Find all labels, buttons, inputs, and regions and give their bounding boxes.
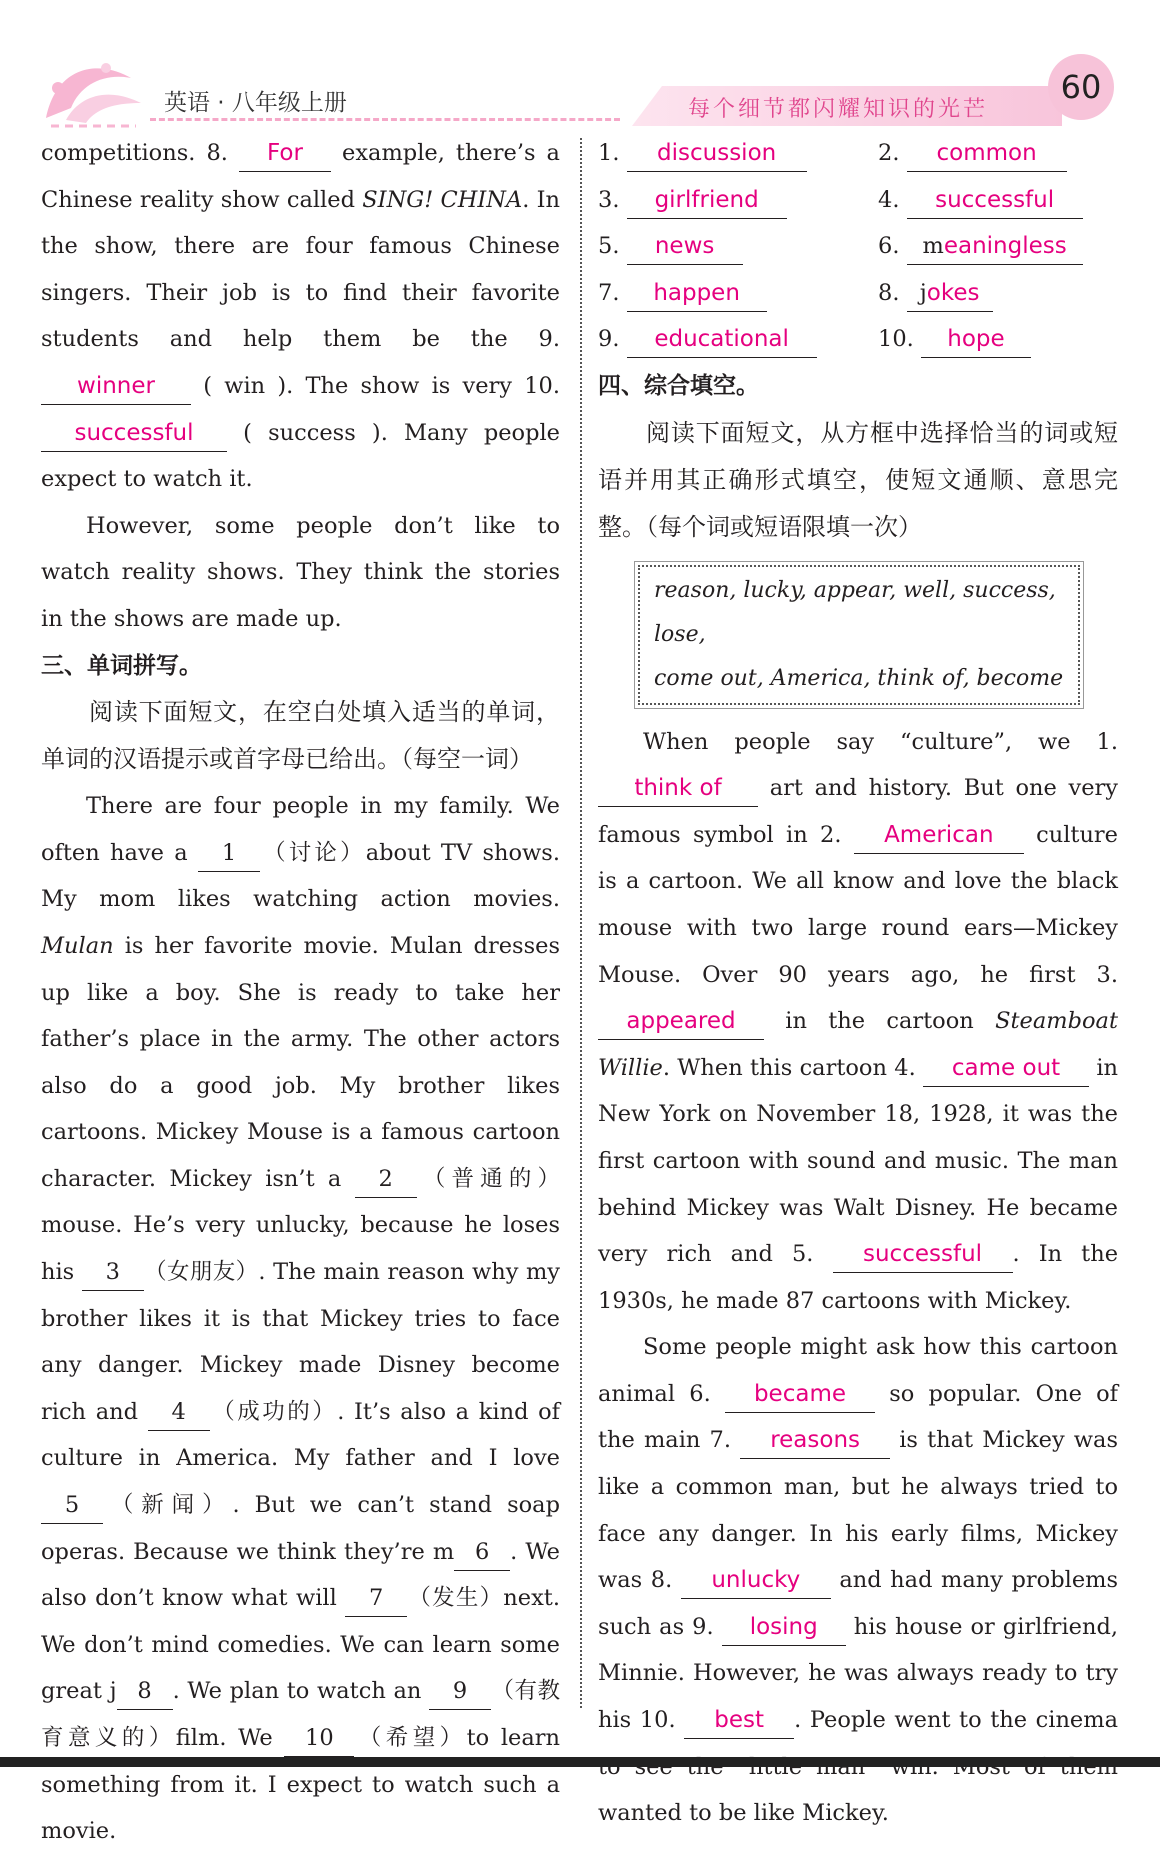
question-blank: 3 (82, 1254, 144, 1291)
header-subject: 英语 · 八年级上册 (164, 90, 347, 116)
answer-key-item: 7. happen (598, 270, 878, 317)
question-blank: 8 (117, 1673, 173, 1710)
page-header (0, 0, 1160, 140)
section-instruction: 阅读下面短文，在空白处填入适当的单词，单词的汉语提示或首字母已给出。（每空一词） (41, 698, 560, 774)
answer-blank: think of (598, 770, 758, 807)
answer-key-item: 2. common (878, 130, 1118, 177)
word-bank-line: come out, America, think of, become (654, 665, 1064, 691)
answer-blank: unlucky (681, 1562, 831, 1599)
answer-blank: best (684, 1702, 794, 1739)
question-blank: 4 (148, 1394, 210, 1431)
section-heading: 四、综合填空。 (598, 372, 759, 399)
right-column (598, 130, 1118, 1837)
answer-key-item: 8. jokes (878, 270, 1118, 317)
answer-blank: winner (41, 368, 191, 405)
section-heading: 三、单词拼写。 (41, 652, 202, 679)
word-bank-box (638, 565, 1080, 705)
answer-blank: appeared (598, 1003, 764, 1040)
answer-blank: came out (923, 1050, 1089, 1087)
answer-key-item: 10. hope (878, 316, 1118, 363)
answer-key-grid (598, 130, 1118, 363)
passage-paragraph: competitions. 8. For example, there’s a Chinese reality show called SING! CHINA. In the show, there are four famous Chinese singers. Their job is to find their favorite students and help them be the 9. winner ( win ). The show is very 10. successful ( success ). Many people expect to watch it. (41, 130, 560, 503)
answer-key-item: 1. discussion (598, 130, 878, 177)
column-divider (580, 138, 582, 1708)
answer-key-item: 3. girlfriend (598, 177, 878, 224)
answer-blank: became (725, 1376, 875, 1413)
question-blank: 9 (429, 1673, 491, 1710)
passage-paragraph: When people say “culture”, we 1. think of art and history. But one very famous symbol in 2. American culture is a cartoon. We all know and love the black mouse with two large round ears—Mickey Mouse. Over 90 years ago, he first 3. appeared in the cartoon Steamboat Willie. When this cartoon 4. came out in New York on November 18, 1928, it was the first cartoon with sound and music. The man behind Mickey was Walt Disney. He became very rich and 5. successful . In the 1930s, he made 87 cartoons with Mickey. (598, 728, 1119, 1314)
question-blank: 2 (355, 1161, 417, 1198)
word-bank-line: reason, lucky, appear, well, success, lose, (654, 577, 1056, 647)
answer-key-item: 6. meaningless (878, 223, 1118, 270)
page-number: 60 (1060, 68, 1102, 106)
answer-blank: reasons (740, 1422, 890, 1459)
answer-key-item: 5. news (598, 223, 878, 270)
passage-paragraph: There are four people in my family. We often have a 1 （讨论）about TV shows. My mom likes watching action movies. Mulan is her favorite movie. Mulan dresses up like a boy. She is ready to take her father’s place in the army. The other actors also do a good job. My brother likes cartoons. Mickey Mouse is a famous cartoon character. Mickey isn’t a 2 （普通的）mouse. He’s very unlucky, because he loses his 3 （女朋友）. The main reason why my brother likes it is that Mickey tries to face any danger. Mickey made Disney become rich and 4 （成功的）. It’s also a kind of culture in America. My father and I love 5 （新闻）. But we can’t stand soap operas. Because we think they’re m 6 . We also don’t know what will 7 （发生）next. We don’t mind comedies. We can learn some great j 8 . We plan to watch an 9 （有教育意义的）film. We 10 （希望）to learn something from it. I expect to watch such a movie. (41, 793, 561, 1845)
answer-blank: American (854, 817, 1024, 854)
page-number-badge (1048, 54, 1114, 120)
answer-blank: successful (833, 1236, 1013, 1273)
header-divider (150, 118, 620, 121)
floral-decoration-icon (36, 48, 146, 128)
answer-blank: losing (722, 1609, 846, 1646)
question-blank: 5 (41, 1487, 103, 1524)
question-blank: 1 (198, 835, 260, 872)
passage-paragraph: Some people might ask how this cartoon animal 6. became so popular. One of the main 7. reasons is that Mickey was like a common man, but he always tried to face any danger. In his early films, Mickey was 8. unlucky and had many problems such as 9. losing his house or girlfriend, Minnie. However, he was always ready to try his 10. best . People went to the cinema wanted to be like Mickey. (598, 1334, 1119, 1827)
question-blank: 6 (454, 1534, 510, 1571)
section-instruction: 阅读下面短文，从方框中选择恰当的词或短语并用其正确形式填空，使短文通顺、意思完整。（每个词或短语限填一次） (598, 418, 1118, 541)
header-slogan: 每个细节都闪耀知识的光芒 (688, 97, 989, 122)
bottom-edge-bar (0, 1757, 1160, 1767)
passage-paragraph: However, some people don’t like to watch reality shows. They think the stories in the shows are made up. (41, 512, 560, 632)
question-blank: 10 (284, 1720, 354, 1757)
question-blank: 7 (345, 1580, 407, 1617)
left-column (41, 130, 560, 1855)
answer-blank: successful (41, 415, 227, 452)
answer-blank: For (239, 135, 331, 172)
answer-key-item: 4. successful (878, 177, 1118, 224)
answer-key-item: 9. educational (598, 316, 878, 363)
